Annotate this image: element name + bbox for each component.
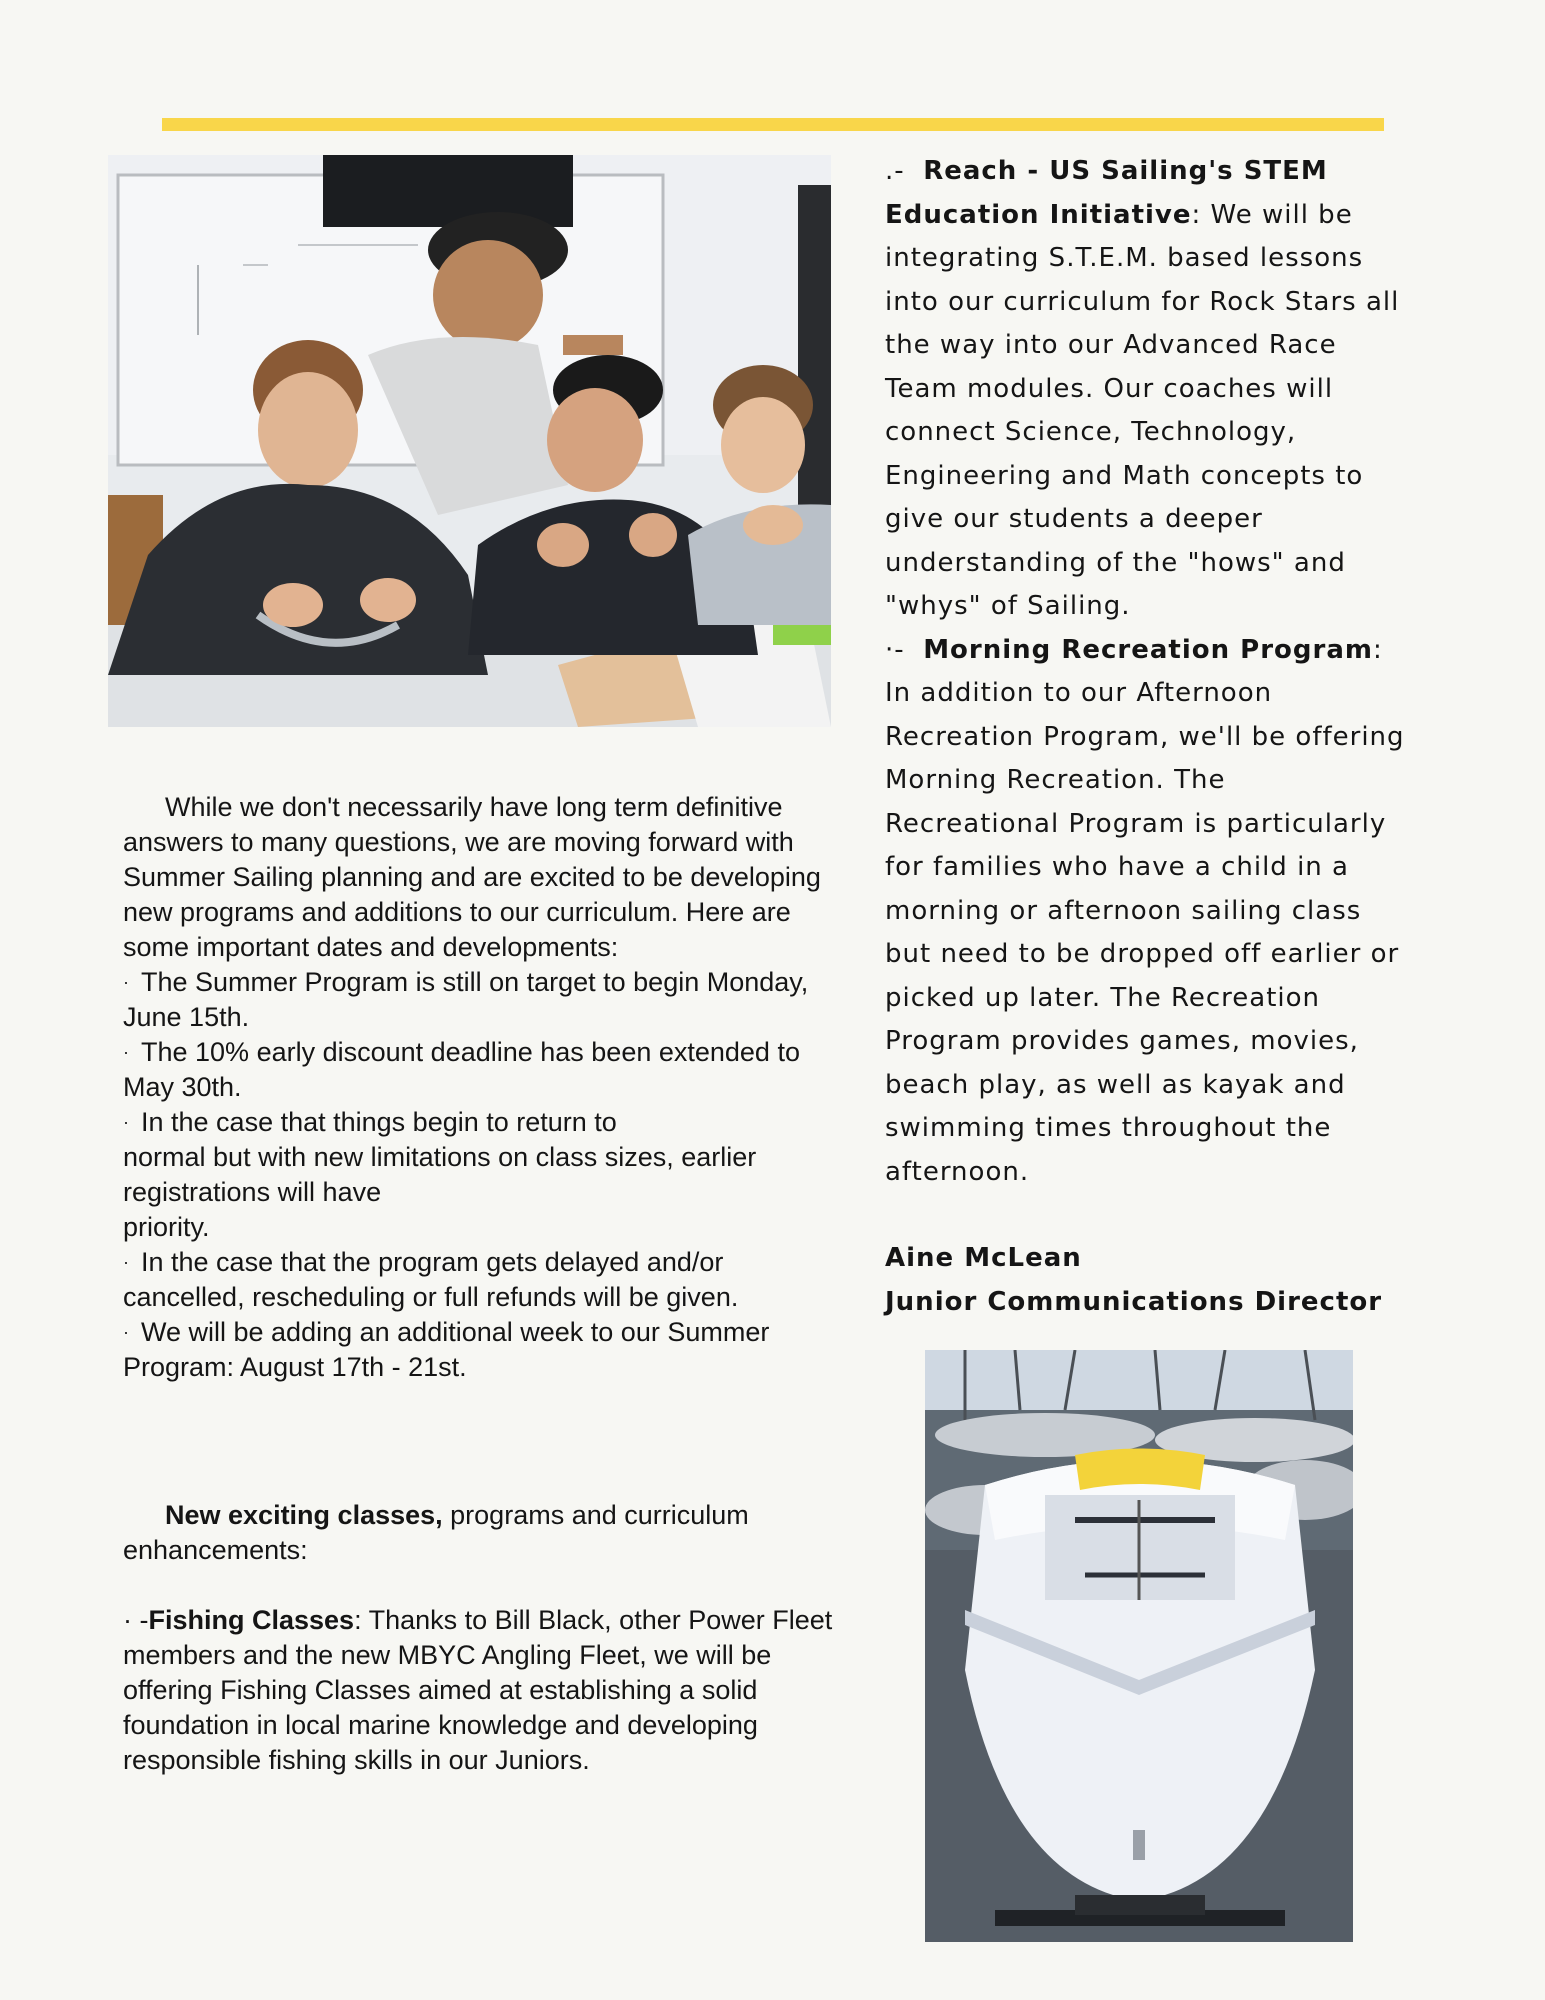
reach-paragraph: .- Reach - US Sailing's STEM Education Initiative: We will be integrating S.T.E.M. based lessons into our curriculum for Rock Stars all the way into our Advanced Race Team modules. Our coaches will connect Science, Technology, Engineering and Math concepts to give our students a deeper understanding of the "hows" and "whys" of Sailing. <box>885 156 1400 621</box>
left-column <box>123 790 843 1778</box>
class-photo <box>108 155 831 727</box>
bullet-item: · We will be adding an additional week to our Summer Program: August 17th - 21st. <box>123 1317 770 1382</box>
author-title: Junior Communications Director <box>885 1286 1383 1317</box>
author-name: Aine McLean <box>885 1243 1082 1273</box>
dinghy-photo <box>925 1350 1353 1942</box>
accent-rule <box>162 118 1384 131</box>
bullet-item: · The Summer Program is still on target to begin Monday, June 15th. <box>123 967 809 1032</box>
new-classes-heading: New exciting classes, programs and curriculum enhancements: <box>123 1500 749 1565</box>
fishing-classes-paragraph: · -Fishing Classes: Thanks to Bill Black, other Power Fleet members and the new MBYC Angling Fleet, we will be offering Fishing Classes aimed at establishing a solid foundation in local marine knowledge and developing responsible fishing skills in our Juniors. <box>123 1605 833 1775</box>
bullet-continuation: priority. <box>123 1212 210 1242</box>
bullet-item: · In the case that the program gets delayed and/or cancelled, rescheduling or full refunds will be given. <box>123 1247 739 1312</box>
bullet-item: · In the case that things begin to return to <box>123 1107 617 1137</box>
bullet-icon: · <box>123 1322 129 1342</box>
bullet-icon: · <box>123 1252 129 1272</box>
right-column <box>885 150 1405 1324</box>
bullet-icon: · <box>123 1112 129 1132</box>
bullet-continuation: normal but with new limitations on class sizes, earlier registrations will have <box>123 1142 757 1207</box>
intro-paragraph: While we don't necessarily have long term definitive answers to many questions, we are moving forward with Summer Sailing planning and are excited to be developing new programs and additions to our curriculum. Here are some important dates and developments: <box>123 792 821 962</box>
morning-recreation-paragraph: ·- Morning Recreation Program: In addition to our Afternoon Recreation Program, we'll be offering Morning Recreation. The Recreational Program is particularly for families who have a child in a morning or afternoon sailing class but need to be dropped off earlier or picked up later. The Recreation Program provides games, movies, beach play, as well as kayak and swimming times throughout the afternoon. <box>885 634 1405 1187</box>
bullet-item: · The 10% early discount deadline has been extended to May 30th. <box>123 1037 800 1102</box>
bullet-icon: · <box>123 1042 129 1062</box>
bullet-icon: · <box>123 972 129 992</box>
